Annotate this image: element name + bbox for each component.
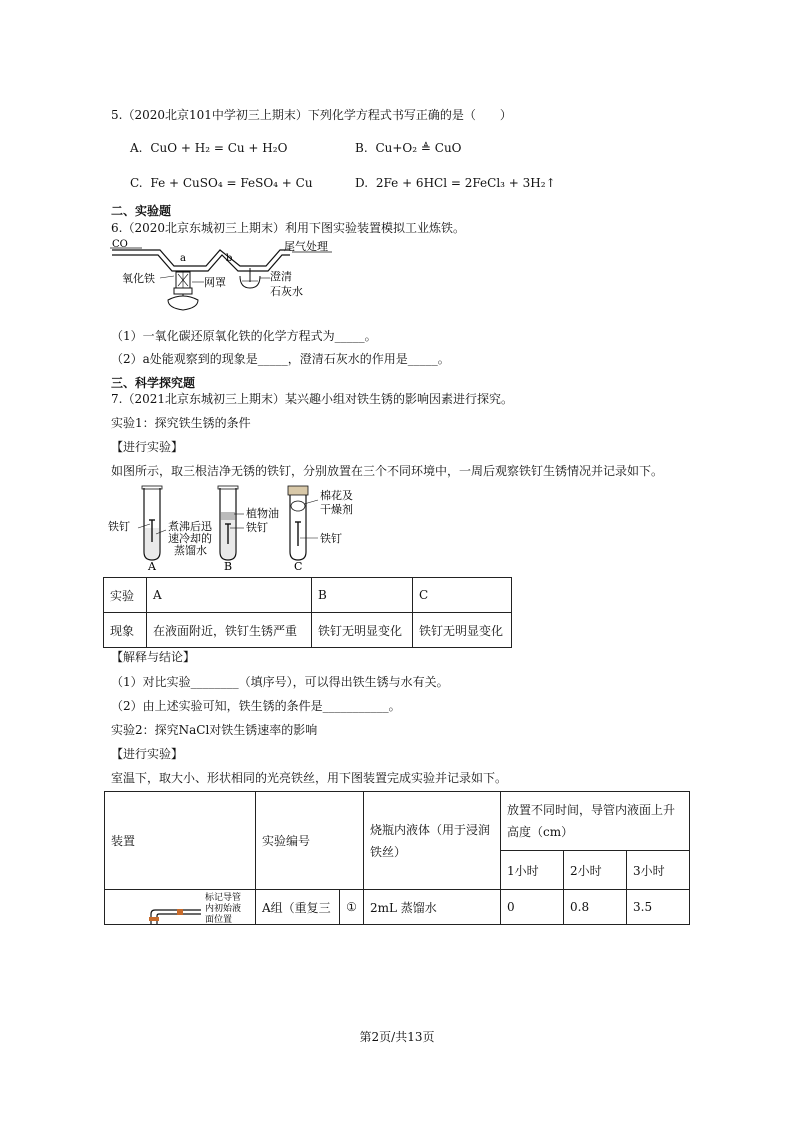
table-header-1h: 1小时 — [501, 851, 564, 890]
q5-option-a-equation: CuO + H₂ = Cu + H₂O — [150, 141, 288, 155]
q7-exp1-title: 实验1：探究铁生锈的条件 — [111, 416, 251, 430]
table-header-2h: 2小时 — [564, 851, 627, 890]
q6-sub2: （2）a处能观察到的现象是_____，澄清石灰水的作用是_____。 — [111, 352, 450, 366]
q5-option-a-label: A. — [130, 141, 143, 155]
section-inquiry-heading: 三、科学探究题 — [111, 376, 196, 390]
fig-b-label: b — [226, 253, 233, 264]
fig-co-label: CO — [112, 239, 128, 250]
fig-cotton-label-1: 棉花及 — [320, 489, 353, 502]
device-figure-cell — [105, 890, 256, 925]
q5-option-b-equation: Cu+O₂ ≜ CuO — [375, 141, 462, 155]
fig-tail-gas-label: 尾气处理 — [284, 240, 328, 253]
table-row — [105, 890, 690, 925]
rust-observation-table — [103, 577, 512, 648]
table-cell-1h: 0 — [501, 890, 564, 925]
device-label-line: 标记导管 — [205, 893, 242, 903]
fig-limewater-label-2: 石灰水 — [270, 285, 303, 298]
q7-desc1: 如图所示，取三根洁净无锈的铁钉，分别放置在三个不同环境中，一周后观察铁钉生锈情况并记录如下。 — [111, 464, 664, 478]
page-footer: 第2页/共13页 — [359, 1030, 435, 1044]
device-apparatus-diagram — [105, 890, 255, 924]
q7-proc1: 【进行实验】 — [111, 440, 184, 454]
table-cell: A — [147, 578, 312, 613]
q6-sub1: （1）一氧化碳还原氧化铁的化学方程式为_____。 — [111, 329, 377, 343]
table-cell-liquid: 2mL 蒸馏水 — [364, 890, 501, 925]
table-row — [105, 792, 690, 851]
table-cell-group: A组（重复三 — [256, 890, 340, 925]
fig-mesh-label: 网罩 — [204, 276, 226, 289]
table-cell: 铁钉无明显变化 — [413, 613, 512, 648]
table-cell: B — [312, 578, 413, 613]
q5-option-a — [130, 141, 287, 155]
q5-option-d — [355, 176, 556, 190]
table-header-device: 装置 — [105, 792, 256, 890]
q5-option-b — [355, 141, 462, 155]
fig-water-label-2: 速冷却的 — [168, 532, 212, 545]
table-row — [104, 613, 512, 648]
fig-oil-label: 植物油 — [246, 507, 279, 520]
q5-option-b-label: B. — [355, 141, 368, 155]
q5-option-d-equation: 2Fe + 6HCl = 2FeCl₃ + 3H₂↑ — [375, 176, 556, 190]
table-row — [104, 578, 512, 613]
table-header-liquid: 烧瓶内液体（用于浸润铁丝） — [364, 792, 501, 890]
table-cell: 在液面附近，铁钉生锈严重 — [147, 613, 312, 648]
table-cell: C — [413, 578, 512, 613]
q5-stem: 5.（2020北京101中学初三上期末）下列化学方程式书写正确的是（ ） — [111, 108, 512, 122]
table-cell: 现象 — [104, 613, 147, 648]
fig-tube-c-label: C — [294, 560, 303, 573]
fig-cotton-label-2: 干燥剂 — [320, 503, 353, 516]
fig-tube-a-label: A — [148, 560, 156, 573]
table-cell: 实验 — [104, 578, 147, 613]
nacl-rust-rate-table — [104, 791, 690, 925]
q7-sub1: （1）对比实验________（填序号），可以得出铁生锈与水有关。 — [111, 675, 449, 689]
rust-test-tubes-diagram — [108, 484, 368, 574]
q7-proc2: 【进行实验】 — [111, 747, 184, 761]
ironmaking-apparatus-diagram — [108, 238, 338, 318]
fig-a-label: a — [180, 253, 186, 264]
q5-option-c-label: C. — [130, 176, 143, 190]
q7-explain: 【解释与结论】 — [111, 650, 196, 664]
table-header-3h: 3小时 — [627, 851, 690, 890]
fig-water-label-3: 蒸馏水 — [174, 544, 207, 557]
q7-stem: 7.（2021北京东城初三上期末）某兴趣小组对铁生锈的影响因素进行探究。 — [111, 392, 513, 406]
fig-nail-a-label: 铁钉 — [108, 520, 130, 533]
table-cell-2h: 0.8 — [564, 890, 627, 925]
q6-stem: 6.（2020北京东城初三上期末）利用下图实验装置模拟工业炼铁。 — [111, 221, 465, 235]
q7-sub2: （2）由上述实验可知，铁生锈的条件是___________。 — [111, 699, 401, 713]
q7-desc2: 室温下，取大小、形状相同的光亮铁丝，用下图装置完成实验并记录如下。 — [111, 771, 508, 785]
table-cell-id: ① — [339, 890, 363, 925]
q5-option-c — [130, 176, 313, 190]
table-cell: 铁钉无明显变化 — [312, 613, 413, 648]
fig-iron-oxide-label: 氧化铁 — [122, 272, 155, 285]
table-header-exp-no: 实验编号 — [256, 792, 364, 890]
q5-option-c-equation: Fe + CuSO₄ = FeSO₄ + Cu — [150, 176, 313, 190]
device-label-line: 面位置 — [205, 915, 233, 924]
fig-water-label-1: 煮沸后迅 — [168, 520, 212, 533]
fig-tube-b-label: B — [224, 560, 233, 573]
fig-limewater-label-1: 澄清 — [270, 270, 292, 283]
q5-option-d-label: D. — [355, 176, 369, 190]
fig-nail-c-label: 铁钉 — [320, 532, 342, 545]
fig-nail-b-label: 铁钉 — [246, 521, 268, 534]
table-header-height: 放置不同时间，导管内液面上升高度（cm） — [501, 792, 690, 851]
q7-exp2-title: 实验2：探究NaCl对铁生锈速率的影响 — [111, 723, 318, 737]
section-experiment-heading: 二、实验题 — [111, 204, 172, 218]
table-cell-3h: 3.5 — [627, 890, 690, 925]
device-label-line: 内初始液 — [205, 904, 242, 914]
